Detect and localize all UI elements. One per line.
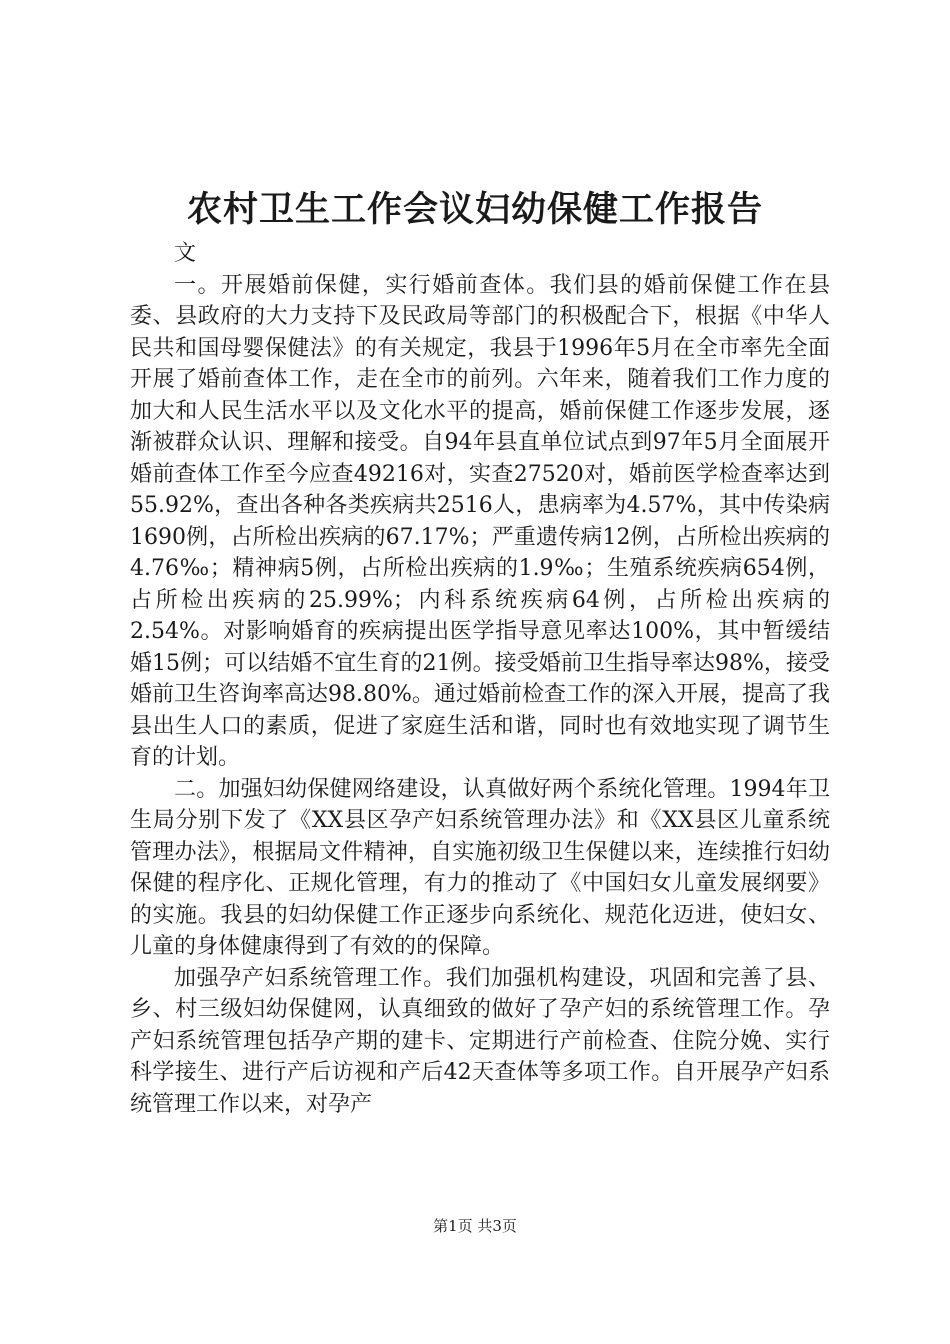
paragraph-premarital-health: 一。开展婚前保健，实行婚前查体。我们县的婚前保健工作在县委、县政府的大力支持下及民政局等部门的积极配合下，根据《中华人民共和国母婴保健法》的有关规定，我县于1996年5月在全市率先全面开展了婚前查体工作，走在全市的前列。六年来，随着我们工作力度的加大和人民生活水平以及文化水平的提高，婚前保健工作逐步发展，逐渐被群众认识、理解和接受。自94年县直单位试点到97年5月全面展开婚前查体工作至今应查49216对，实查27520对，婚前医学检查率达到55.92%，查出各种各类疾病共2516人，患病率为4.57%，其中传染病1690例，占所检出疾病的67.17%；严重遗传病12例，占所检出疾病的4.76‰；精神病5例，占所检出疾病的1.9‰；生殖系统疾病654例，占所检出疾病的25.99%；内科系统疾病64例，占所检出疾病的2.54%。对影响婚育的疾病提出医学指导意见率达100%，其中暂缓结婚15例；可以结婚不宜生育的21例。接受婚前卫生指导率达98%，接受婚前卫生咨询率高达98.80%。通过婚前检查工作的深入开展，提高了我县出生人口的素质，促进了家庭生活和谐，同时也有效地实现了调节生育的计划。	[130, 272, 830, 770]
paragraph-network-construction: 二。加强妇幼保健网络建设，认真做好两个系统化管理。1994年卫生局分别下发了《XX县区孕产妇系统管理办法》和《XX县区儿童系统管理办法》，根据局文件精神，自实施初级卫生保健以来，连续推行妇幼保健的程序化、正规化管理，有力的推动了《中国妇女儿童发展纲要》的实施。我县的妇幼保健工作正逐步向系统化、规范化迈进，使妇女、儿童的身体健康得到了有效的的保障。	[130, 776, 830, 959]
document-title: 农村卫生工作会议妇幼保健工作报告	[186, 189, 763, 230]
page-footer: 第1页 共3页	[433, 1217, 517, 1235]
author-label: 文	[174, 241, 197, 266]
document-body	[130, 238, 830, 1120]
paragraph-maternal-management: 加强孕产妇系统管理工作。我们加强机构建设，巩固和完善了县、乡、村三级妇幼保健网，认真细致的做好了孕产妇的系统管理工作。孕产妇系统管理包括孕产期的建卡、定期进行产前检查、住院分娩、实行科学接生、进行产后访视和产后42天查体等多项工作。自开展孕产妇系统管理工作以来，对孕产	[130, 965, 830, 1117]
